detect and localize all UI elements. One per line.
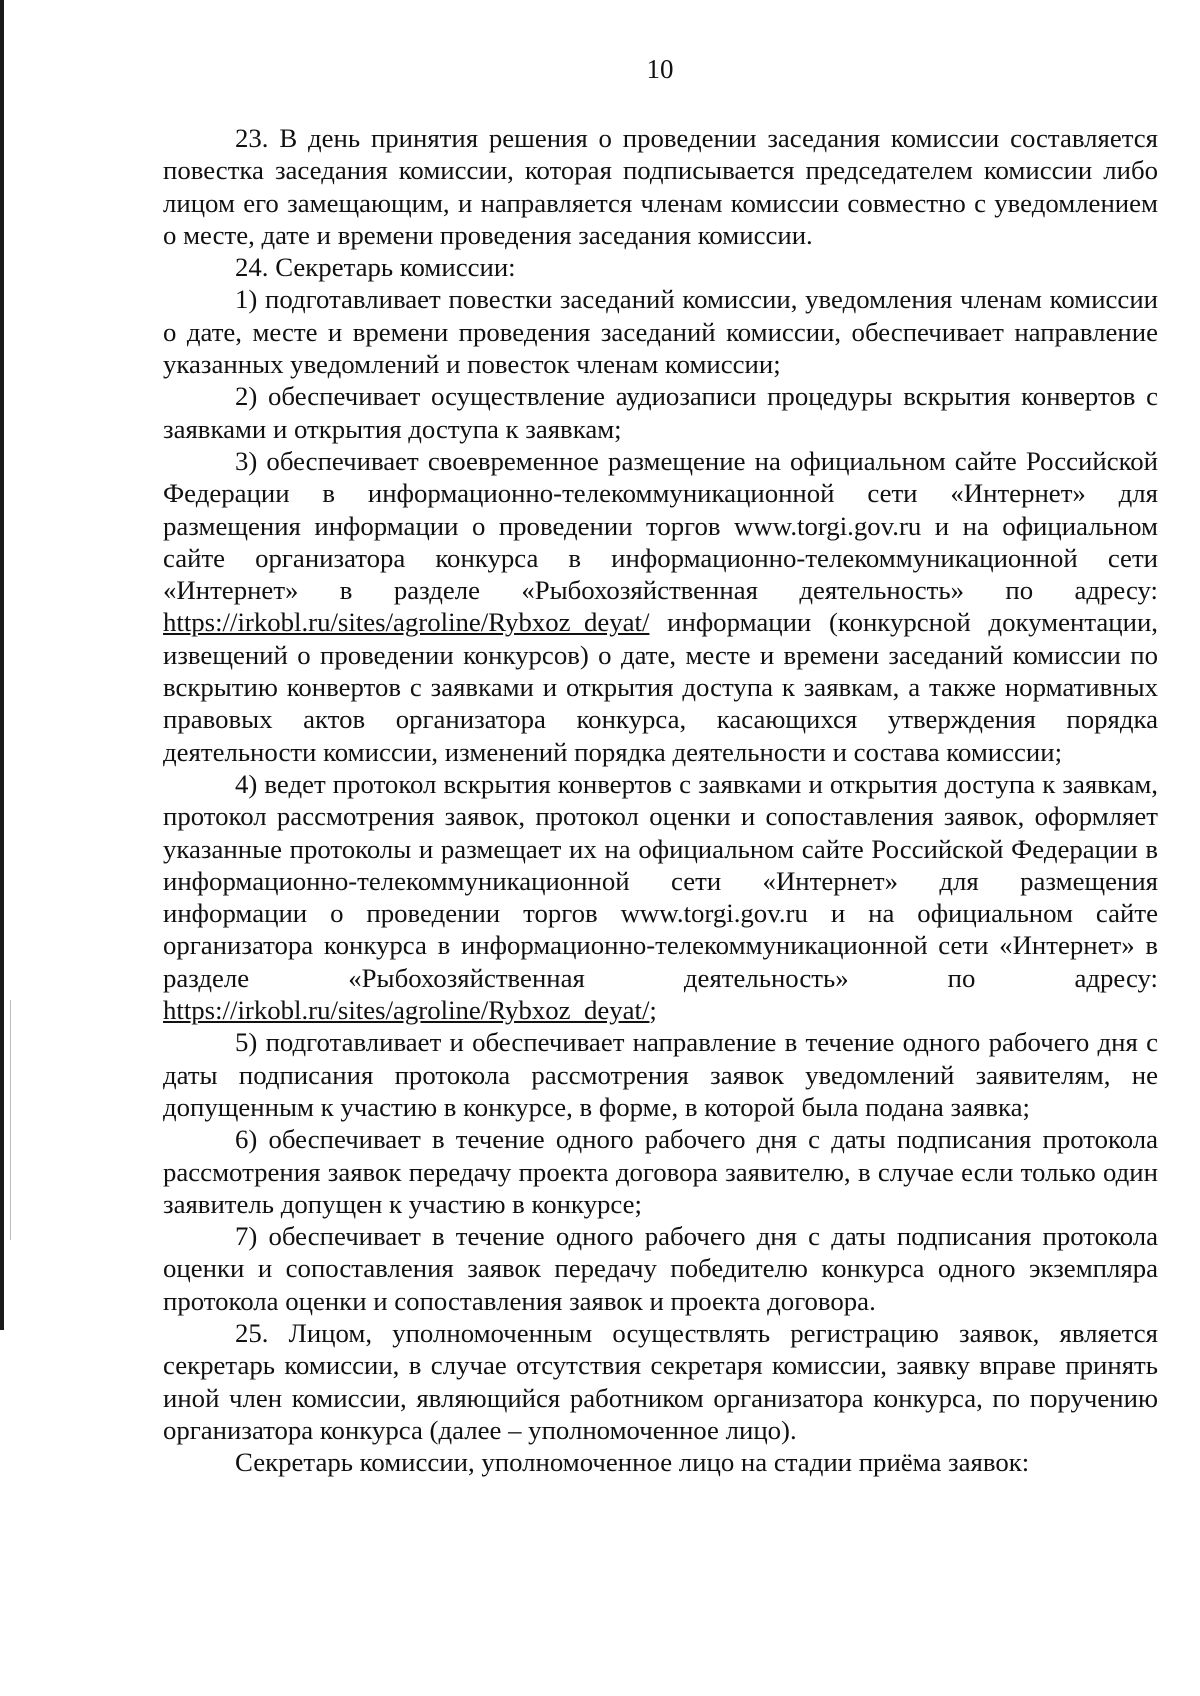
list-item-3 bbox=[163, 445, 1158, 768]
list-item-4-text-before: 4) ведет протокол вскрытия конвертов с заявками и открытия доступа к заявкам, протокол рассмотрения заявок, протокол оценки и сопоставления заявок, оформляет указанные протоколы и размещает их на официальном сайте Российской Федерации в информационно-телекоммуникационной сети «Интернет» для размещения информации о проведении торгов www.torgi.gov.ru и на официальном сайте организатора конкурса в информационно-телекоммуникационной сети «Интернет» в разделе «Рыбохозяйственная деятельность» по адресу: bbox=[163, 768, 1158, 993]
list-item-1: 1) подготавливает повестки заседаний комиссии, уведомления членам комиссии о дате, месте и времени проведения заседаний комиссии, обеспечивает направление указанных уведомлений и повесток членам комиссии; bbox=[163, 284, 1158, 380]
list-item-7: 7) обеспечивает в течение одного рабочего дня с даты подписания протокола оценки и сопоставления заявок передачу победителю конкурса одного экземпляра протокола оценки и сопоставления заявок и проекта договора. bbox=[163, 1221, 1158, 1316]
list-item-3-text-after: информации (конкурсной документации, извещений о проведении конкурсов) о дате, месте и времени заседаний комиссии по вскрытию конвертов с заявками и открытия доступа к заявкам, а также нормативных правовых актов организатора конкурса, касающихся утверждения порядка деятельности комиссии, изменений порядка деятельности и состава комиссии; bbox=[163, 607, 1158, 767]
list-item-4 bbox=[163, 768, 1158, 1026]
list-item-6: 6) обеспечивает в течение одного рабочего дня с даты подписания протокола рассмотрения заявок передачу проекта договора заявителю, в случае если только один заявитель допущен к участию в конкурсе; bbox=[163, 1124, 1158, 1219]
scan-edge-mark bbox=[10, 1000, 11, 1240]
agroline-link[interactable]: https://irkobl.ru/sites/agroline/Rybxoz_deyat/ bbox=[163, 995, 650, 1026]
agroline-link[interactable]: https://irkobl.ru/sites/agroline/Rybxoz_deyat/ bbox=[163, 607, 650, 638]
paragraph-25-continued: Секретарь комиссии, уполномоченное лицо на стадии приёма заявок: bbox=[235, 1447, 1030, 1478]
list-item-4-text-after: ; bbox=[649, 995, 657, 1026]
document-body bbox=[163, 122, 1158, 1478]
list-item-5: 5) подготавливает и обеспечивает направление в течение одного рабочего дня с даты подписания протокола рассмотрения заявок уведомлений заявителям, не допущенным к участию в конкурсе, в форме, в которой была подана заявка; bbox=[163, 1027, 1158, 1122]
scan-edge-shadow bbox=[0, 0, 4, 1330]
paragraph-23: 23. В день принятия решения о проведении заседания комиссии составляется повестка заседания комиссии, которая подписывается председателем комиссии либо лицом его замещающим, и направляется членам комиссии совместно с уведомлением о месте, дате и времени проведения заседания комиссии. bbox=[163, 123, 1158, 250]
paragraph-25: 25. Лицом, уполномоченным осуществлять регистрацию заявок, является секретарь комиссии, в случае отсутствия секретаря комиссии, заявку вправе принять иной член комиссии, являющийся работником организатора конкурса, по поручению организатора конкурса (далее – уполномоченное лицо). bbox=[163, 1317, 1158, 1445]
paragraph-24: 24. Секретарь комиссии: bbox=[235, 252, 516, 283]
list-item-2: 2) обеспечивает осуществление аудиозаписи процедуры вскрытия конвертов с заявками и открытия доступа к заявкам; bbox=[163, 381, 1158, 444]
list-item-3-text-before: 3) обеспечивает своевременное размещение на официальном сайте Российской Федерации в информационно-телекоммуникационной сети «Интернет» для размещения информации о проведении торгов www.torgi.gov.ru и на официальном сайте организатора конкурса в информационно-телекоммуникационной сети «Интернет» в разделе «Рыбохозяйственная деятельность» по адресу: bbox=[163, 445, 1158, 606]
page-number: 10 bbox=[646, 54, 674, 84]
